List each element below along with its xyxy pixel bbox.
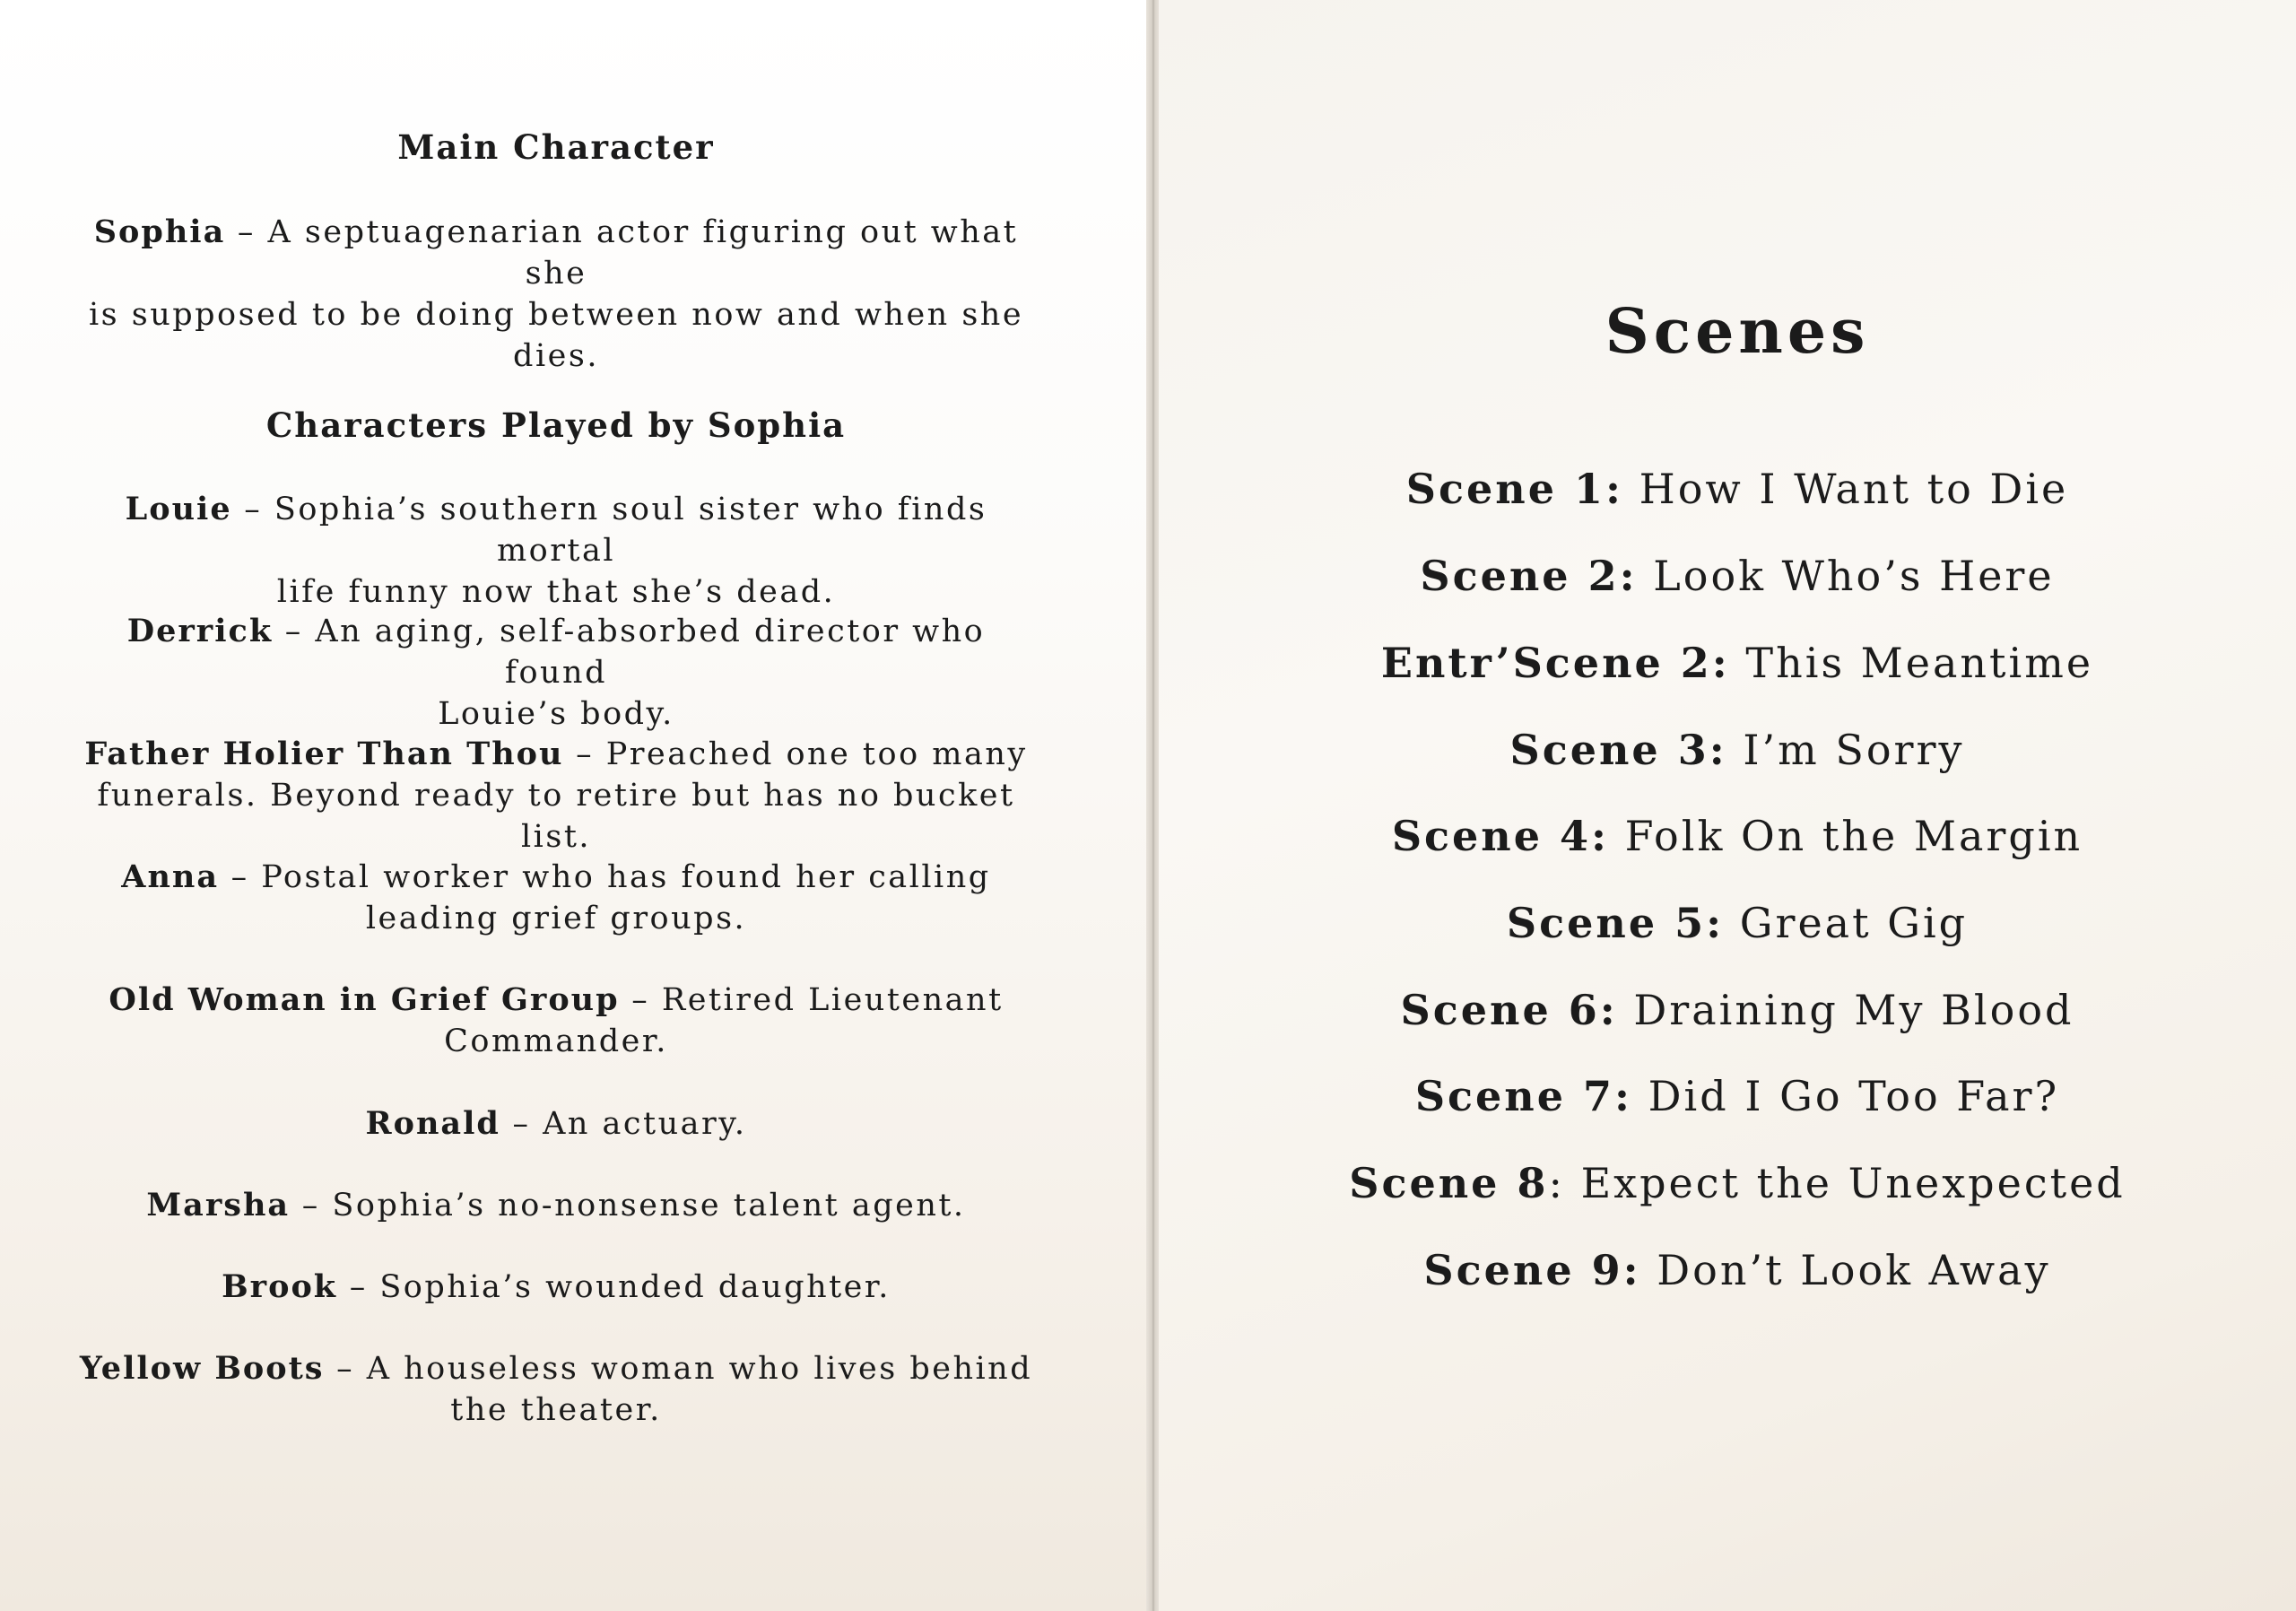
scene-label: Entr’Scene 2: bbox=[1380, 639, 1730, 687]
character-description: Louie’s body. bbox=[438, 696, 674, 732]
character-entry bbox=[72, 1267, 1040, 1308]
scene-label: Scene 9: bbox=[1423, 1246, 1641, 1294]
separator: – bbox=[500, 1106, 544, 1142]
scene-item bbox=[1159, 899, 2296, 947]
scenes-title: Scenes bbox=[1605, 296, 1870, 368]
scene-title: Did I Go Too Far? bbox=[1648, 1072, 2060, 1120]
scene-label: Scene 6: bbox=[1400, 986, 1618, 1034]
separator: – bbox=[324, 1351, 367, 1387]
scene-title: This Meantime bbox=[1745, 639, 2094, 687]
separator: – bbox=[231, 492, 274, 527]
separator: – bbox=[219, 859, 262, 895]
scene-label: Scene 3: bbox=[1509, 726, 1727, 774]
scene-item bbox=[1159, 726, 2296, 774]
character-name: Derrick bbox=[126, 613, 274, 649]
scene-item bbox=[1159, 639, 2296, 687]
character-description: Commander. bbox=[444, 1023, 668, 1059]
scene-item bbox=[1159, 1159, 2296, 1207]
character-description: is supposed to be doing between now and when she bbox=[88, 297, 1024, 333]
character-description: leading grief groups. bbox=[365, 901, 747, 936]
character-entry bbox=[72, 1348, 1040, 1431]
character-description: funerals. Beyond ready to retire but has no bucket list. bbox=[97, 778, 1015, 855]
character-name: Marsha bbox=[146, 1187, 291, 1223]
scene-label: Scene 5: bbox=[1506, 899, 1725, 947]
character-description: A septuagenarian actor figuring out what she bbox=[267, 214, 1019, 292]
separator: – bbox=[563, 736, 606, 772]
scene-label: Scene 1: bbox=[1405, 465, 1623, 513]
character-entry bbox=[72, 1103, 1040, 1145]
main-character-heading: Main Character bbox=[397, 127, 715, 167]
scene-item bbox=[1159, 986, 2296, 1034]
character-entry bbox=[72, 857, 1040, 939]
scene-label: Scene 8 bbox=[1349, 1159, 1549, 1207]
character-name: Ronald bbox=[365, 1105, 500, 1142]
scene-title: How I Want to Die bbox=[1639, 465, 2069, 513]
scene-item bbox=[1159, 465, 2296, 513]
character-description: the theater. bbox=[450, 1392, 662, 1428]
character-description: Sophia’s southern soul sister who finds mortal bbox=[274, 492, 987, 569]
character-entry-sophia bbox=[72, 212, 1040, 377]
scene-label: Scene 4: bbox=[1391, 812, 1610, 860]
scene-item bbox=[1159, 1072, 2296, 1120]
scene-item bbox=[1159, 1246, 2296, 1294]
character-entry bbox=[72, 611, 1040, 735]
scene-title: Draining My Blood bbox=[1633, 986, 2074, 1034]
character-description: Postal worker who has found her calling bbox=[261, 859, 991, 895]
character-name: Old Woman in Grief Group bbox=[109, 981, 620, 1018]
character-entry bbox=[72, 489, 1040, 613]
scene-label: Scene 7: bbox=[1414, 1072, 1633, 1120]
characters-played-heading: Characters Played by Sophia bbox=[265, 405, 847, 445]
character-description: Sophia’s no-nonsense talent agent. bbox=[332, 1188, 966, 1223]
scene-label: Scene 2: bbox=[1420, 552, 1638, 600]
separator: – bbox=[290, 1188, 333, 1223]
scene-title: Don’t Look Away bbox=[1657, 1246, 2051, 1294]
character-description: Sophia’s wounded daughter. bbox=[379, 1269, 891, 1305]
scene-title: Look Who’s Here bbox=[1653, 552, 2055, 600]
separator: – bbox=[619, 982, 662, 1018]
separator: – bbox=[273, 614, 316, 649]
character-name: Yellow Boots bbox=[79, 1350, 325, 1387]
character-description: dies. bbox=[513, 338, 599, 374]
scenes-page bbox=[1159, 0, 2296, 1611]
separator: – bbox=[337, 1269, 380, 1305]
character-name: Brook bbox=[222, 1268, 338, 1305]
scene-item bbox=[1159, 552, 2296, 600]
character-description: An aging, self-absorbed director who found bbox=[315, 614, 986, 691]
scene-title: I’m Sorry bbox=[1743, 726, 1965, 774]
scene-title: : Expect the Unexpected bbox=[1548, 1159, 2126, 1207]
character-description: A houseless woman who lives behind bbox=[366, 1351, 1033, 1387]
character-description: An actuary. bbox=[543, 1106, 747, 1142]
character-description: Preached one too many bbox=[605, 736, 1028, 772]
scene-title: Folk On the Margin bbox=[1624, 812, 2083, 860]
character-name: Sophia bbox=[93, 213, 226, 250]
character-entry bbox=[72, 980, 1040, 1062]
character-description: Retired Lieutenant bbox=[661, 982, 1004, 1018]
character-entry bbox=[72, 734, 1040, 858]
scene-item bbox=[1159, 812, 2296, 860]
separator: – bbox=[225, 214, 268, 250]
character-description: life funny now that she’s dead. bbox=[276, 574, 836, 610]
character-name: Father Holier Than Thou bbox=[84, 736, 564, 772]
character-name: Louie bbox=[125, 491, 232, 527]
character-entry bbox=[72, 1185, 1040, 1226]
scene-title: Great Gig bbox=[1739, 899, 1969, 947]
character-name: Anna bbox=[121, 858, 220, 895]
